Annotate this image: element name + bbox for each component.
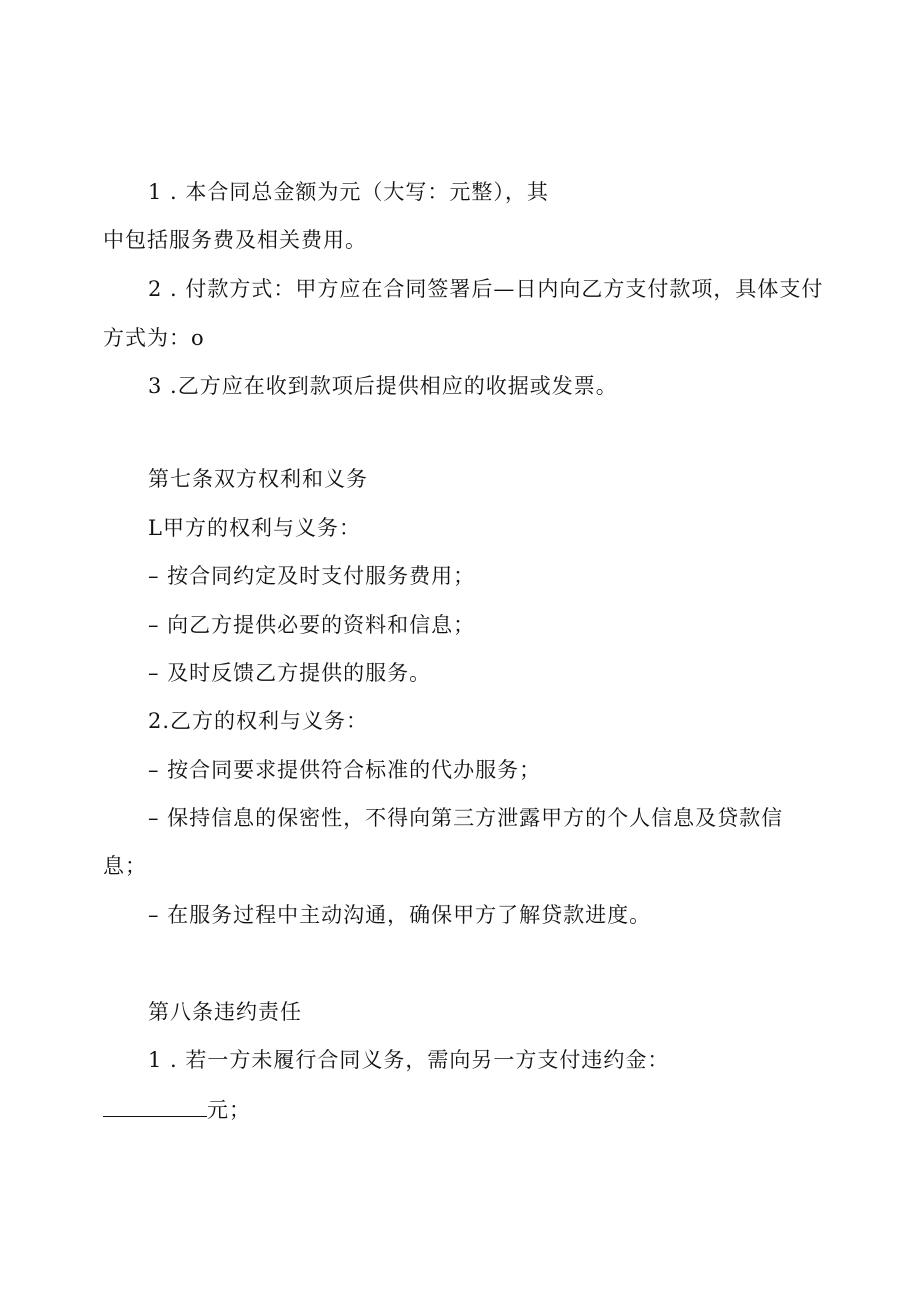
payment-clause-1-line-2: 中包括服务费及相关费用。	[103, 228, 367, 252]
party-a-item-1: – 按合同约定及时支付服务费用；	[148, 564, 476, 588]
payment-clause-3: 3 .乙方应在收到款项后提供相应的收据或发票。	[148, 374, 618, 398]
party-a-item-2: – 向乙方提供必要的资料和信息；	[148, 613, 476, 637]
payment-clause-2-line-2: 方式为：o	[103, 326, 205, 350]
breach-clause-1-line-2	[103, 1095, 251, 1125]
party-b-item-2-line-1: – 保持信息的保密性，不得向第三方泄露甲方的个人信息及贷款信	[148, 806, 784, 830]
amount-blank	[103, 1098, 207, 1117]
party-a-item-3: – 及时反馈乙方提供的服务。	[148, 661, 432, 685]
payment-clause-1-line-1: 1 . 本合同总金额为元（大写：元整），其	[148, 180, 549, 204]
party-a-heading: L甲方的权利与义务：	[148, 516, 361, 540]
payment-clause-2-line-1: 2 . 付款方式：甲方应在合同签署后—日内向乙方支付款项，具体支付	[148, 277, 824, 301]
section-7-title: 第七条双方权利和义务	[148, 467, 368, 491]
party-b-item-3: – 在服务过程中主动沟通，确保甲方了解贷款进度。	[148, 903, 652, 927]
party-b-item-2-line-2: 息；	[103, 854, 147, 878]
section-8-title: 第八条违约责任	[148, 1000, 302, 1024]
breach-clause-1-line-1: 1 . 若一方未履行合同义务，需向另一方支付违约金：	[148, 1048, 670, 1072]
amount-unit: 元；	[207, 1098, 251, 1122]
party-b-item-1: – 按合同要求提供符合标准的代办服务；	[148, 758, 542, 782]
party-b-heading: 2.乙方的权利与义务：	[148, 709, 369, 733]
